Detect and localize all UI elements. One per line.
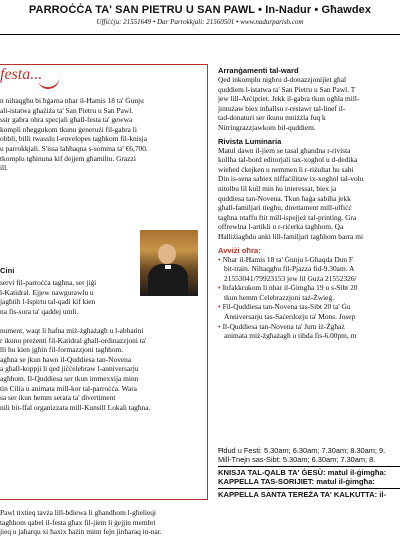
luminaria-text: Matul dawn il-jiem se tasal għandna r-rivista kollha tal-bord editorjali tax-xoghol u d-dedika wieħed ċkejken u nemmen li r-riżultat hu sabi Din is-sena sabiex niffaċilitaw ix-xoghol tal-volu nitolbu lil kull min hu interessat, biex ja quddiesa tan-Novena. Tkun ħaġa sabiħa jekk għall-familjari tiegħu, direttament mill-uffiċċ tagħna ntaffu ftit mill-ispejjeż tal-printing. Gra offrewlna l-artikli u r-riċerka tagħhom. Qa Ħalliżiagħdu anki lill-familjari tagħhom barra mi	[218, 145, 364, 241]
header-divider	[0, 34, 400, 35]
flowers-heading: Arranġamenti tal-ward	[218, 66, 299, 75]
cini-paragraph: servi fil-parroċċa tagħna, ser jiġi l-Katidral. Ejjew nawgurawlu u jagħtih l-Ispirtu tal-qadi kif kien na fis-sura ta' qaddej umli.	[0, 278, 97, 316]
notices-heading: Avviżi oħra:	[218, 245, 261, 255]
ordination-paragraph: nument, waqt li ħafna miż-żgħażagħ u l-abbatini r ikunu preżenti fil-Katidral għall-ordinazzjoni ta' lli hu kien jgħin fil-formazzjoni tagħhom. agħna se jkun hawn il-Quddiesa tan-Novena a għall-koppji li qed jiċċelebraw l-anniversarju agħhom. Il-Quddiesa ser tkun immexxija minn tin Cilia u animata mill-kor tal-parroċċa. Wara sa ser ikun hemm serata ta' divertiment nili bit-ffal organizzata mill-Kunsill Lokali tagħna.	[0, 326, 151, 412]
flowers-text: Qed inkomplu nigbru d-donazzjonijiet għal quddiem l-istatwa ta' San Pietru u San Pawl. T jew lill-Arċipriet. Jekk il-gabra tkun ogħla mill- jintużaw biex inħallsu r-restawr tal-linef il- tad-donaturi ser ikunu mniżżla fuq k Nirringrazzjawkom bil-quddiem.	[218, 75, 360, 132]
page-header	[0, 0, 400, 34]
schedule-sundays: Ħdud u Festi: 5.30am; 6.30am; 7.30am; 8.30am; 9.	[218, 446, 386, 455]
festa-title: festa...	[0, 66, 43, 83]
photo-collar	[165, 265, 171, 269]
schedule-sisters-chapel: KAPPELLA TAS-SORIJIET: matul il-ġimgħa:	[218, 477, 375, 487]
mass-schedule	[218, 446, 400, 499]
notices-list: • Nhar il-Ħamis 18 ta' Ġunju l-Għaqda Dun F bit-train. Niltaqgħu fil-Pjazza fid-9.30am. A 21553041/79923153 jew lil Guża 21552326/ • Infakkrukom li nhar il-Ġimgħa 19 u s-Sibt 20 tkun hemm Ċelebrazzjoni taż-Żwieġ. • Fil-Quddiesa tan-Novena tas-Sibt 20 ta' Ġu Anniversarju tas-Saċerdozju ta' Mons. Josep • Il-Quddiesa tan-Novena ta' Jum iż-Żgħaż animata miż-żgħażagħ u tibda fis-6.00pm, m	[218, 255, 400, 341]
schedule-weekdays: Mill-Tnejn sas-Sibt: 5.30am; 6.30am; 7.30am; 8.	[218, 455, 376, 465]
schedule-divider	[218, 466, 400, 467]
schedule-teresa-chapel: KAPPELLA SANTA TEREŻA TA' KALKUTTA: il-	[218, 489, 387, 499]
parish-contact: Uffiċċju: 21551649 • Dar Parrokkjali: 21560501 • www.nadurparish.com	[96, 18, 304, 26]
parish-title: PARROĊĊA TA' SAN PIETRU U SAN PAWL • In-Nadur • Għawdex	[28, 4, 372, 16]
schedule-sacred-heart: KNISJA TAL-QALB TA' ĠESÙ: matul il-ġimgħa:	[218, 467, 387, 477]
cini-heading: Cini	[0, 266, 15, 275]
schedule-divider-2	[218, 488, 400, 489]
right-column	[218, 66, 400, 341]
fields-paragraph: Pawl tixtieq tavża lill-bdiewa li għandhom l-għelieqi tagħhom qabel il-festa għax fil-jiem li ġejjin membri jieq u jaħarqu xi ħaxix ħażin minn fejn jinħaraq in-nar.	[0, 508, 162, 537]
luminaria-heading: Rivista Luminaria	[218, 136, 282, 146]
priest-photo	[140, 230, 198, 296]
festa-paragraph: n niltaqgħu bi ħġarna nhar il-Ħamis 18 ta' Ġunju ali-istatwa għażiża ta' San Pietru u San Pawl. ssir gabra ohra specjali għall-festa ta' gewwa kompli nħeggukom tkunu ġenerużi fil-gabra li obbli, billi twasslu l-envelopes tagħkom fil-knisja u parrokkjali. S'issa laħħaqna s-somma ta' €6,700. tkomplu tgħinuna kif dejjem għamiltu. Grazzi ill.	[0, 96, 148, 173]
photo-head	[158, 244, 176, 264]
